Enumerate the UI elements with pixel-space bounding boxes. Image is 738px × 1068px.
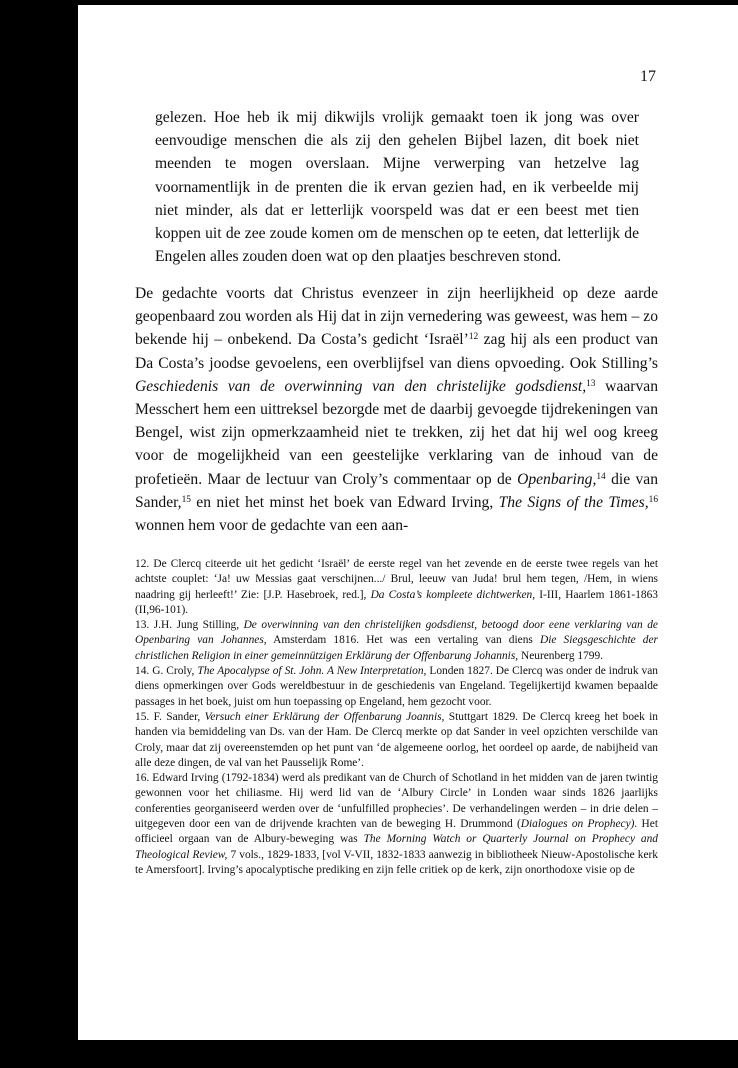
footnote-ref-16: 16 [648, 494, 658, 505]
footnote-text: Londen 1827. De Clercq was onder de indruk van diens opmerkingen over Gods wereldbestuur in de geschiedenis van Engeland. Tegelijkertijd kwamen bepaalde passages in het boek, juist om hun toepassing op Engeland, hem gezocht voor. [135, 665, 658, 708]
footnote-title: Da Costa’s kompleete dichtwerken, [370, 588, 536, 601]
book-title: Openbaring, [517, 470, 597, 488]
body-text: De gedachte voorts dat Christus evenzeer in zijn heerlijkheid op deze aarde geopenbaard zou worden als Hij dat in zijn vernedering was geweest, was hem – zo bekende hij – onbekend. Da Costa’s gedicht ‘Israël’ [135, 285, 658, 349]
footnote-title: The Apocalypse of St. John. A New Interpretation, [197, 665, 427, 678]
page-number: 17 [640, 68, 656, 85]
footnote-title: Dialogues on Prophecy). [520, 818, 638, 831]
scan-edge [0, 0, 738, 5]
footnote-text: Amsterdam 1816. Het was een vertaling van diens [266, 634, 540, 647]
footnote-text: Neurenberg 1799. [518, 649, 604, 662]
footnote-ref-12: 12 [468, 332, 479, 343]
block-quote: gelezen. Hoe heb ik mij dikwijls vrolijk gemaakt toen ik jong was over eenvoudige menschen die als zij den gehelen Bijbel lazen, dit boek niet meenden te mogen overslaan. Mijne verwerping van hetzelve lag voornamentlijk in de prenten die ik ervan gezien had, en ik verbeelde mij niet minder, als dat er letterlijk voorspeld was dat er een beest met tien koppen uit de zee zoude komen om de menschen op te eeten, dat letterlijk de Engelen alles zouden doen wat op den plaatjes beschreven stond. [155, 109, 639, 266]
footnote-ref-15: 15 [181, 494, 191, 505]
body-text: die van Sander, [135, 470, 658, 511]
footnote-title: The Morning Watch or Quarterly Journal on Prophecy and Theological Review, [135, 833, 658, 861]
footnote-text: Stuttgart 1829. De Clercq kreeg het boek in handen via bemiddeling van Ds. van der Ham. De Clercq merkte op dat Sander in veel opzichten verschilde van Croly, maar dat zij overeenstemden op het punt van ‘de algemeene oorlog, het oordeel op aarde, de nabijheid van alle deze dingen, de val van het Pausselijk Rome’. [135, 710, 659, 769]
body-text: en niet het minst het boek van Edward Irving, [190, 493, 499, 511]
footnote-title: De overwinning van den christelijken godsdienst, betoogd door eene verklaring van de Openbaring van Johannes, [135, 619, 658, 647]
body-text: zag hij als een product van Da Costa’s joodse gevoelens, een overblijfsel van diens opvoeding. Ook Stilling’s [135, 331, 658, 372]
footnote-text: 16. Edward Irving (1792-1834) werd als predikant van de Church of Schotland in het midden van de jaren twintig gewonnen voor het chiliasme. Hij werd lid van de ‘Albury Circle’ in Londen waar sinds 1826 jaarlijks conferenties georganiseerd werden over de ‘unfulfilled prophecies’. De verhandelingen werden – in drie delen – uitgegeven door een van de drijvende krachten van de beweging H. Drummond ( [135, 772, 658, 831]
footnote-14 [135, 664, 658, 710]
footnote-text: 14. G. Croly, [135, 665, 198, 678]
footnote-title: Versuch einer Erklärung der Offenbarung Joannis, [204, 710, 445, 723]
footnote-title: Die Siegsgeschichte der christlichen Religion in einer gemeinnützigen Erklärung der Offenbarung Johannis, [135, 634, 658, 662]
footnote-text: 7 vols., 1829-1833, [vol V-VII, 1832-1833 aanwezig in bibliotheek Nieuw-Apostolische kerk te Amersfoort]. Irving’s apocalyptische prediking en zijn felle critiek op de kerk, zijn onorthodoxe visie op de [135, 848, 658, 876]
footnote-text: 13. J.H. Jung Stilling, [135, 619, 244, 632]
footnote-16 [135, 771, 658, 878]
body-text: wonnen hem voor de gedachte van een aan- [135, 517, 409, 535]
footnote-text: 15. F. Sander, [135, 710, 205, 723]
book-title: Geschiedenis van de overwinning van den christelijke godsdienst, [135, 377, 587, 395]
footnote-text: 12. De Clercq citeerde uit het gedicht ‘Israël’ de eerste regel van het zevende en de eerste twee regels van het achtste couplet: ‘Ja! uw Messias gaat verschijnen.../ Brul, leeuw van Juda! brul hem tegen, /Hem, in wiens naadring gij herleeft!’ Zie: [J.P. Hasebroek, red.], [135, 558, 658, 601]
body-paragraph [135, 282, 658, 537]
body-text: waarvan Messchert hem een uittreksel bezorgde met de daarbij gevoegde tijdrekeningen van Bengel, wist zijn opmerkzaamheid niet te trekken, zij het dat hij wel oog kreeg voor de mogelijkheid van een geestelijke verklaring van de inhoud van de profetieën. Maar de lectuur van Croly’s commentaar op de [135, 377, 658, 488]
footnote-ref-13: 13 [586, 378, 596, 389]
footnote-ref-14: 14 [596, 471, 606, 482]
footnote-text: Het officieel orgaan van de Albury-beweging was [135, 818, 658, 846]
footnotes [135, 557, 658, 878]
footnote-15 [135, 710, 658, 771]
footnote-13 [135, 618, 658, 664]
footnote-text: I-III, Haarlem 1861-1863 (II,96-101). [135, 588, 658, 616]
book-title: The Signs of the Times, [498, 493, 649, 511]
footnote-12 [135, 557, 658, 618]
